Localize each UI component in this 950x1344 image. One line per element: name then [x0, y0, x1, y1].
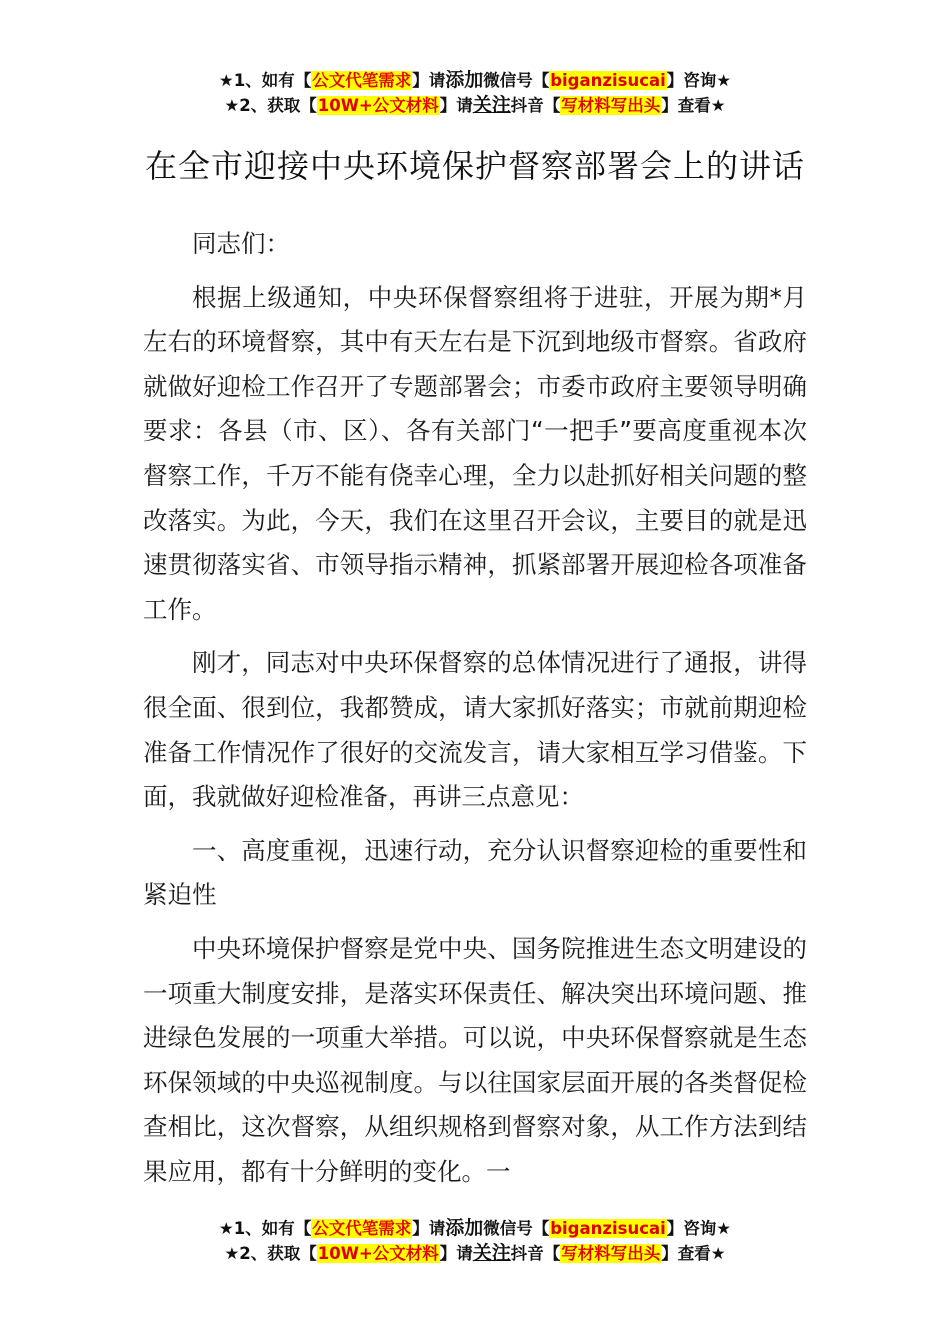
banner-line-1 [0, 1216, 950, 1241]
header-banner [0, 68, 950, 118]
banner-emphasis: 添加 [445, 1217, 484, 1239]
banner-line-2 [0, 93, 950, 118]
banner-text: 】咨询★ [666, 71, 732, 90]
highlight-materials: 10W+公文材料 [317, 1244, 439, 1263]
greeting-paragraph: 同志们： [192, 229, 290, 258]
banner-text: 】请 [439, 96, 473, 115]
body-paragraph: 中央环境保护督察是党中央、国务院推进生态文明建设的一项重大制度安排，是落实环保责任、解决突出环境问题、推进绿色发展的一项重大举措。可以说，中央环保督察就是生态环保领域的中央巡视制度。与以往国家层面开展的各类督促检查相比，这次督察，从组织规格到督察对象，从工作方法到结果应用，都有十分鲜明的变化。一 [143, 933, 807, 1186]
banner-emphasis: 关注 [472, 94, 511, 116]
highlight-douyin-account: 写材料写出头 [561, 1244, 661, 1263]
body-paragraph: 根据上级通知，中央环保督察组将于进驻，开展为期*月左右的环境督察，其中有天左右是下沉到地级市督察。省政府就做好迎检工作召开了专题部署会；市委市政府主要领导明确要求：各县（市、区）、各有关部门“一把手”要高度重视本次督察工作，千万不能有侥幸心理，全力以赴抓好相关问题的整改落实。为此，今天，我们在这里召开会议，主要目的就是迅速贯彻落实省、市领导指示精神，抓紧部署开展迎检各项准备工作。 [143, 282, 807, 624]
body-paragraph: 刚才，同志对中央环保督察的总体情况进行了通报，讲得很全面、很到位，我都赞成，请大家抓好落实；市就前期迎检准备工作情况作了很好的交流发言，请大家相互学习借鉴。下面，我就做好迎检准备，再讲三点意见： [143, 648, 807, 812]
banner-emphasis: 关注 [472, 1242, 511, 1264]
banner-text: 】查看★ [661, 1244, 726, 1263]
footer-banner [0, 1216, 950, 1266]
banner-text: ★2、获取【 [224, 96, 317, 115]
banner-text: 】查看★ [661, 96, 726, 115]
banner-text: ★1、如有【 [218, 71, 312, 90]
banner-text: ★1、如有【 [218, 1219, 312, 1238]
highlight-materials: 10W+公文材料 [317, 96, 439, 115]
document-body [143, 222, 807, 1203]
banner-text: 】请 [439, 1244, 473, 1263]
section-heading: 一、高度重视，迅速行动，充分认识督察迎检的重要性和紧迫性 [143, 835, 807, 910]
banner-line-1 [0, 68, 950, 93]
banner-line-2 [0, 1241, 950, 1266]
banner-text: ★2、获取【 [224, 1244, 317, 1263]
highlight-wechat-id: biganzisucai [550, 1219, 666, 1238]
banner-text: 】请 [412, 71, 446, 90]
highlight-service: 公文代笔需求 [312, 1219, 412, 1238]
banner-text: 】请 [412, 1219, 446, 1238]
highlight-douyin-account: 写材料写出头 [561, 96, 661, 115]
banner-text: 微信号【 [483, 71, 550, 90]
document-title: 在全市迎接中央环境保护督察部署会上的讲话 [144, 147, 805, 186]
highlight-service: 公文代笔需求 [312, 71, 412, 90]
banner-text: 】咨询★ [666, 1219, 732, 1238]
banner-text: 微信号【 [483, 1219, 550, 1238]
banner-text: 抖音【 [510, 1244, 561, 1263]
highlight-wechat-id: biganzisucai [550, 71, 666, 90]
banner-text: 抖音【 [510, 96, 561, 115]
banner-emphasis: 添加 [445, 69, 484, 91]
